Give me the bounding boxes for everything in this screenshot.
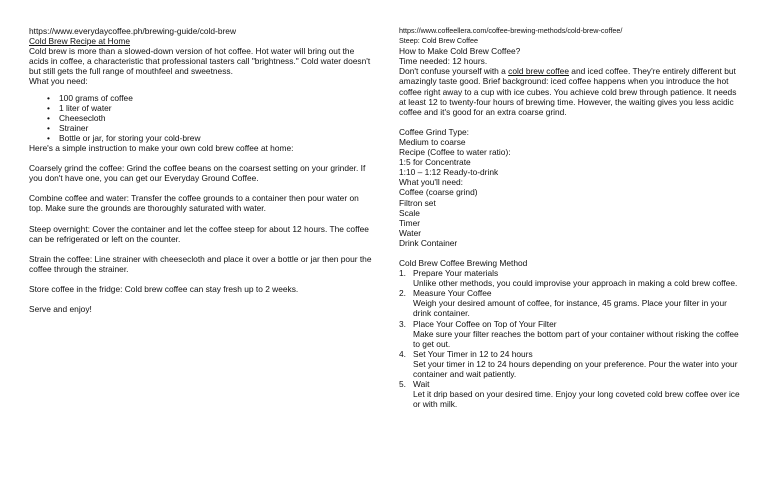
list-item: Filtron set <box>399 197 436 208</box>
need-label: What you need: <box>29 76 88 87</box>
method-step: 4. Set Your Timer in 12 to 24 hours Set your timer in 12 to 24 hours depending on your preference. Pour the water into your container and wait patiently. <box>399 348 738 379</box>
right-column <box>399 26 745 409</box>
list-item: Coffee (coarse grind) <box>399 187 478 198</box>
list-item: Scale <box>399 207 420 218</box>
need-label: What you'll need: <box>399 177 463 188</box>
ratio-ready: 1:10 – 1:12 Ready-to-drink <box>399 167 499 178</box>
list-item: Drink Container <box>399 237 458 248</box>
instruction-intro: Here's a simple instruction to make your own cold brew coffee at home: <box>29 143 294 154</box>
time-needed: Time needed: 12 hours. <box>399 56 488 67</box>
step-paragraph: Coarsely grind the coffee: Grind the coffee beans on the coarsest setting on your grinder. If you don't have one, you can get our Everyday Ground Coffee. <box>29 163 366 184</box>
source-url[interactable]: https://www.coffeellera.com/coffee-brewing-methods/cold-brew-coffee/ <box>399 26 623 35</box>
list-item: • Bottle or jar, for storing your cold-brew <box>47 133 374 143</box>
grind-label: Coffee Grind Type: <box>399 126 469 137</box>
method-step: 5. Wait Let it drip based on your desired time. Enjoy your long coveted cold brew coffee over ice or with milk. <box>399 379 740 410</box>
list-item: • 100 grams of coffee <box>47 93 374 103</box>
grind-value: Medium to coarse <box>399 136 466 147</box>
recipe-label: Recipe (Coffee to water ratio): <box>399 147 511 158</box>
step-paragraph: Store coffee in the fridge: Cold brew coffee can stay fresh up to 2 weeks. <box>29 283 299 294</box>
source-url[interactable]: https://www.everydaycoffee.ph/brewing-guide/cold-brew <box>29 26 237 36</box>
step-paragraph: Strain the coffee: Line strainer with cheesecloth and place it over a bottle or jar then pour the coffee through the strainer. <box>29 253 372 274</box>
method-step: 3. Place Your Coffee on Top of Your Filter Make sure your filter reaches the bottom part of your container without risking the coffee to get out. <box>399 318 739 349</box>
step-label: Steep: Cold Brew Coffee <box>399 36 478 46</box>
step-paragraph: Serve and enjoy! <box>29 303 92 314</box>
list-item: • 1 liter of water <box>47 103 374 113</box>
list-item: • Strainer <box>47 123 374 133</box>
step-paragraph: Steep overnight: Cover the container and let the coffee steep for about 12 hours. The coffee can be refrigerated or left on the counter. <box>29 223 369 244</box>
method-title: Cold Brew Coffee Brewing Method <box>399 257 528 268</box>
intro-paragraph: Cold brew is more than a slowed-down version of hot coffee. Hot water will bring out the acids in coffee, a characteristic that professional tasters call "brightness." Cold water doesn't but still gets the full range of mouthfeel and sweetness. <box>29 46 371 77</box>
recipe-title: Cold Brew Recipe at Home <box>29 36 131 47</box>
list-item: Water <box>399 227 422 238</box>
left-column <box>29 26 374 314</box>
ingredient-list <box>29 93 374 143</box>
cold-brew-link[interactable]: cold brew coffee <box>508 66 569 77</box>
method-step: 2. Measure Your Coffee Weigh your desired amount of coffee, for instance, 45 grams. Place your filter in your drink container. <box>399 288 727 319</box>
method-step: 1. Prepare Your materials Unlike other methods, you could improvise your approach in making a cold brew coffee. <box>399 268 738 289</box>
section-heading: How to Make Cold Brew Coffee? <box>399 46 521 57</box>
ratio-concentrate: 1:5 for Concentrate <box>399 157 471 168</box>
list-item: • Cheesecloth <box>47 113 374 123</box>
method-list <box>399 268 745 409</box>
list-item: Timer <box>399 217 421 228</box>
background-paragraph: Don't confuse yourself with a cold brew coffee and iced coffee. They're entirely different but amazingly taste good. Brief background: iced coffee happens when you introduce the hot coffee right away to a cup with ice cubes. You achieve cold brew through patience. It needs at least 12 to twenty-four hours of brewing time. However, the waiting gives you less acidic coffee and it's good for an extra coarse grind. <box>399 66 737 117</box>
step-paragraph: Combine coffee and water: Transfer the coffee grounds to a container then pour water on top. Make sure the grounds are thoroughly saturated with water. <box>29 193 359 214</box>
